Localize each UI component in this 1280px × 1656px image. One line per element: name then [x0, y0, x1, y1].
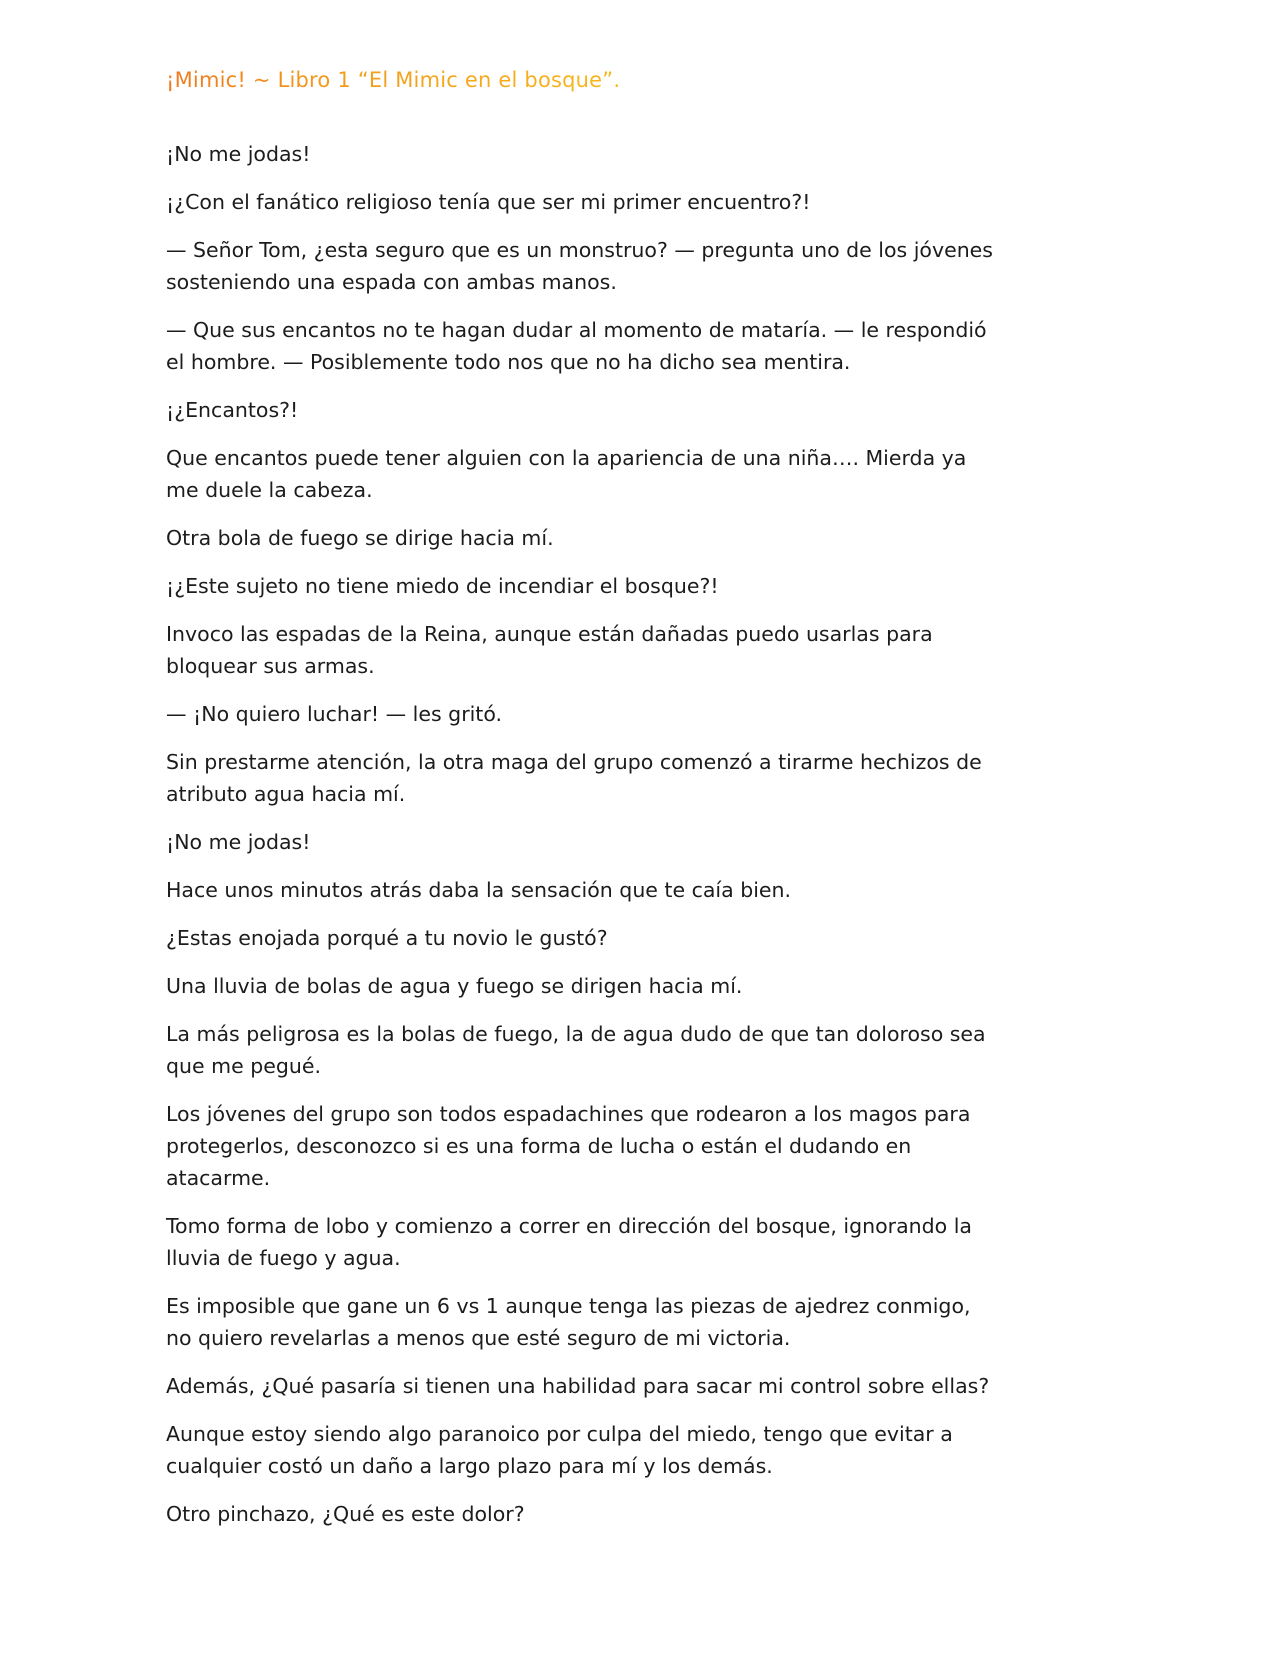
- body-text: [166, 138, 996, 1546]
- paragraph: Tomo forma de lobo y comienzo a correr en dirección del bosque, ignorando la lluvia de fuego y agua.: [166, 1214, 972, 1270]
- paragraph: Además, ¿Qué pasaría si tienen una habilidad para sacar mi control sobre ellas?: [166, 1374, 990, 1398]
- paragraph: Invoco las espadas de la Reina, aunque están dañadas puedo usarlas para bloquear sus armas.: [166, 622, 933, 678]
- paragraph: ¡¿Este sujeto no tiene miedo de incendiar el bosque?!: [166, 574, 719, 598]
- paragraph: — Que sus encantos no te hagan dudar al momento de mataría. — le respondió el hombre. — Posiblemente todo nos que no ha dicho sea mentira.: [166, 318, 987, 374]
- paragraph: Otra bola de fuego se dirige hacia mí.: [166, 526, 554, 550]
- paragraph: — ¡No quiero luchar! — les gritó.: [166, 702, 503, 726]
- paragraph: Aunque estoy siendo algo paranoico por culpa del miedo, tengo que evitar a cualquier costó un daño a largo plazo para mí y los demás.: [166, 1422, 953, 1478]
- paragraph: ¡¿Con el fanático religioso tenía que ser mi primer encuentro?!: [166, 190, 811, 214]
- paragraph: Hace unos minutos atrás daba la sensación que te caía bien.: [166, 878, 792, 902]
- paragraph: Otro pinchazo, ¿Qué es este dolor?: [166, 1502, 525, 1526]
- paragraph: Sin prestarme atención, la otra maga del grupo comenzó a tirarme hechizos de atributo agua hacia mí.: [166, 750, 982, 806]
- paragraph: La más peligrosa es la bolas de fuego, la de agua dudo de que tan doloroso sea que me pegué.: [166, 1022, 986, 1078]
- paragraph: Una lluvia de bolas de agua y fuego se dirigen hacia mí.: [166, 974, 743, 998]
- paragraph: — Señor Tom, ¿esta seguro que es un monstruo? — pregunta uno de los jóvenes sosteniendo una espada con ambas manos.: [166, 238, 993, 294]
- paragraph: ¡No me jodas!: [166, 830, 311, 854]
- paragraph: ¡No me jodas!: [166, 142, 311, 166]
- paragraph: Los jóvenes del grupo son todos espadachines que rodearon a los magos para protegerlos, desconozco si es una forma de lucha o están el dudando en atacarme.: [166, 1102, 971, 1190]
- paragraph: ¡¿Encantos?!: [166, 398, 299, 422]
- page-header-title: ¡Mimic! ~ Libro 1 “El Mimic en el bosque”.: [166, 68, 621, 92]
- paragraph: Que encantos puede tener alguien con la apariencia de una niña…. Mierda ya me duele la cabeza.: [166, 446, 967, 502]
- paragraph: ¿Estas enojada porqué a tu novio le gustó?: [166, 926, 608, 950]
- paragraph: Es imposible que gane un 6 vs 1 aunque tenga las piezas de ajedrez conmigo, no quiero revelarlas a menos que esté seguro de mi victoria.: [166, 1294, 971, 1350]
